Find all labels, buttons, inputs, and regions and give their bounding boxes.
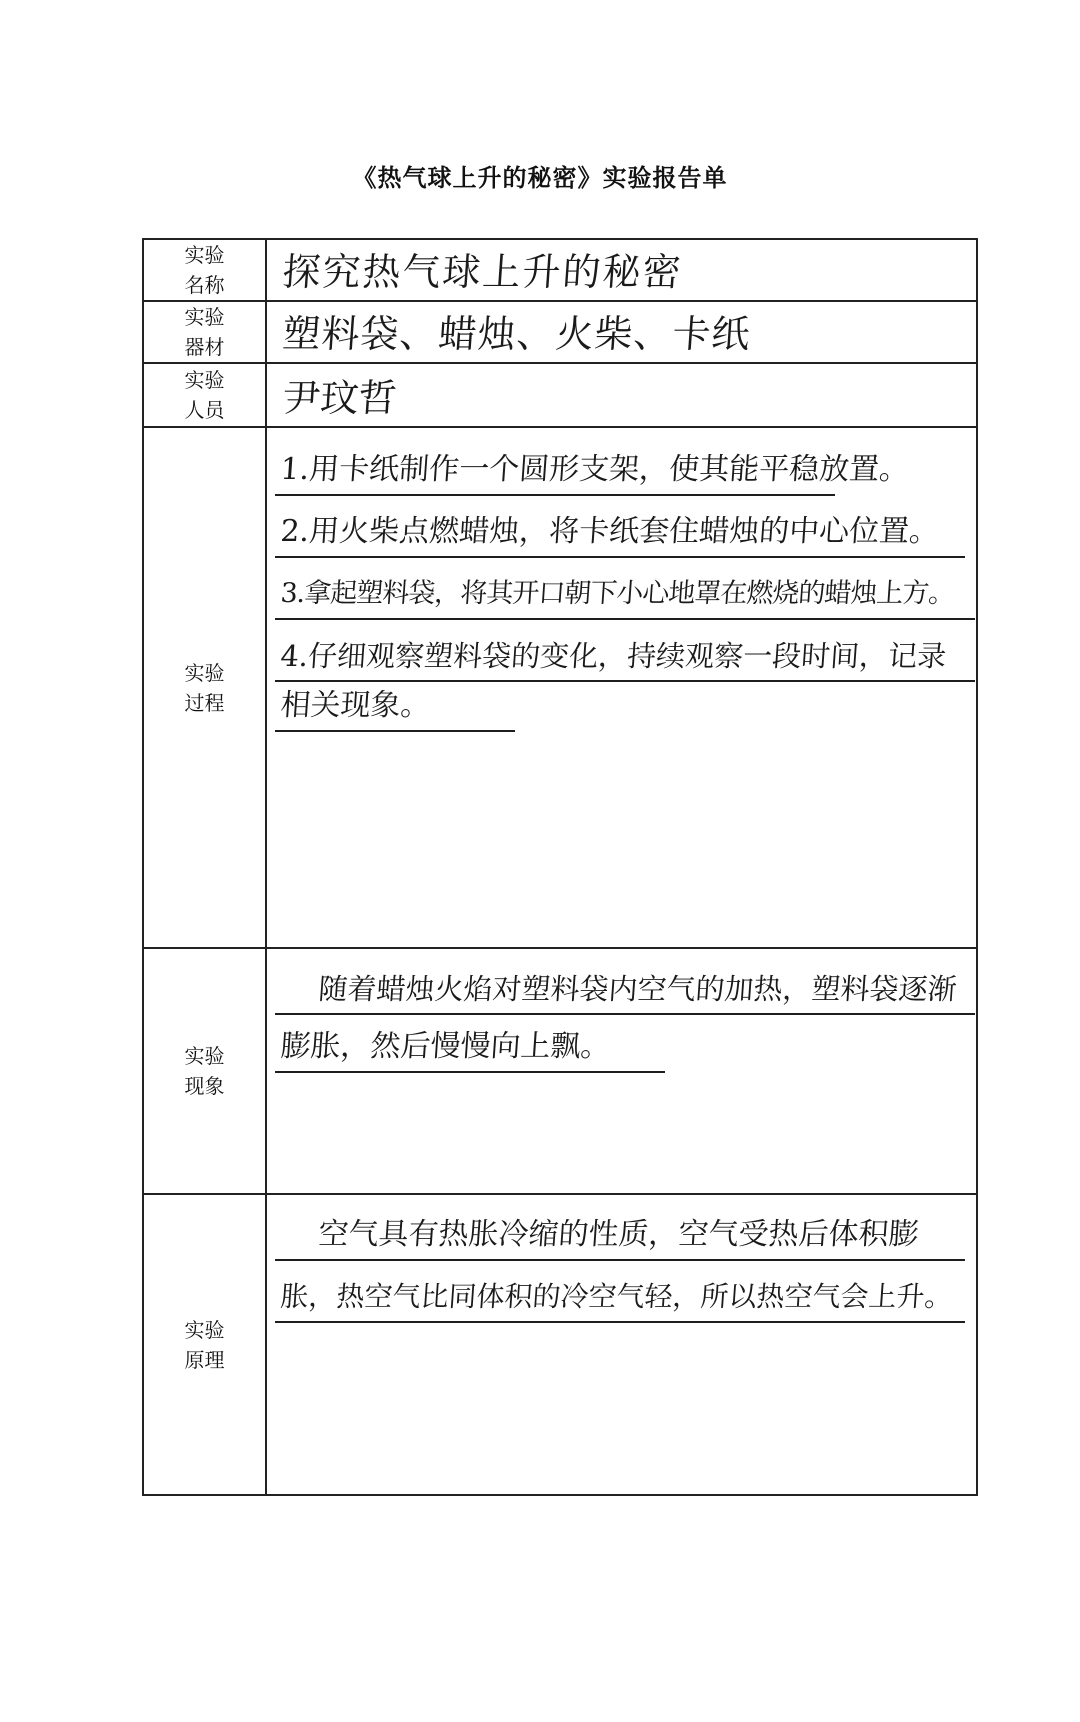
underline xyxy=(275,556,965,558)
underline xyxy=(275,1013,975,1015)
underline xyxy=(275,730,515,732)
content-cell xyxy=(269,302,976,362)
process-line-1: 1.用卡纸制作一个圆形支架，使其能平稳放置。 xyxy=(279,452,911,487)
phenomenon-line-2: 膨胀，然后慢慢向上飘。 xyxy=(279,1029,612,1064)
principle-line-2: 胀，热空气比同体积的冷空气轻，所以热空气会上升。 xyxy=(279,1280,954,1313)
underline xyxy=(275,618,975,620)
report-table xyxy=(142,238,978,1496)
row-materials xyxy=(144,302,976,364)
underline xyxy=(275,1259,965,1261)
underline xyxy=(275,494,835,496)
label-cell xyxy=(144,240,267,300)
row-members xyxy=(144,364,976,428)
content-cell xyxy=(269,428,976,947)
row-label-phenomenon: 实验现象 xyxy=(184,1044,225,1098)
label-cell xyxy=(144,949,267,1193)
label-cell xyxy=(144,1195,267,1494)
label-cell xyxy=(144,364,267,426)
members-value: 尹玟哲 xyxy=(281,376,399,420)
document-title: 《热气球上升的秘密》实验报告单 xyxy=(352,164,728,192)
content-cell xyxy=(269,240,976,300)
row-process xyxy=(144,428,976,949)
row-label-members: 实验人员 xyxy=(184,368,225,422)
underline xyxy=(275,680,975,682)
principle-line-1: 空气具有热胀冷缩的性质，空气受热后体积膨 xyxy=(317,1217,920,1252)
label-cell xyxy=(144,428,267,947)
row-label-name: 实验名称 xyxy=(184,243,225,297)
content-cell xyxy=(269,949,976,1193)
content-cell xyxy=(269,364,976,426)
row-label-process: 实验过程 xyxy=(184,660,225,715)
content-cell xyxy=(269,1195,976,1494)
process-line-2: 2.用火柴点燃蜡烛，将卡纸套住蜡烛的中心位置。 xyxy=(279,514,941,549)
row-label-materials: 实验器材 xyxy=(184,305,225,359)
phenomenon-line-1: 随着蜡烛火焰对塑料袋内空气的加热，塑料袋逐渐 xyxy=(317,972,958,1006)
process-line-5: 相关现象。 xyxy=(279,688,432,723)
underline xyxy=(275,1321,965,1323)
materials-value: 塑料袋、蜡烛、火柴、卡纸 xyxy=(281,312,753,356)
label-cell xyxy=(144,302,267,362)
row-label-principle: 实验原理 xyxy=(184,1317,225,1372)
process-line-4: 4.仔细观察塑料袋的变化，持续观察一段时间，记录 xyxy=(279,639,948,673)
experiment-name-value: 探究热气球上升的秘密 xyxy=(281,250,685,294)
row-experiment-name xyxy=(144,240,976,302)
row-principle xyxy=(144,1195,976,1494)
process-line-3: 3.拿起塑料袋，将其开口朝下小心地罩在燃烧的蜡烛上方。 xyxy=(279,578,956,609)
row-phenomenon xyxy=(144,949,976,1195)
underline xyxy=(275,1071,665,1073)
